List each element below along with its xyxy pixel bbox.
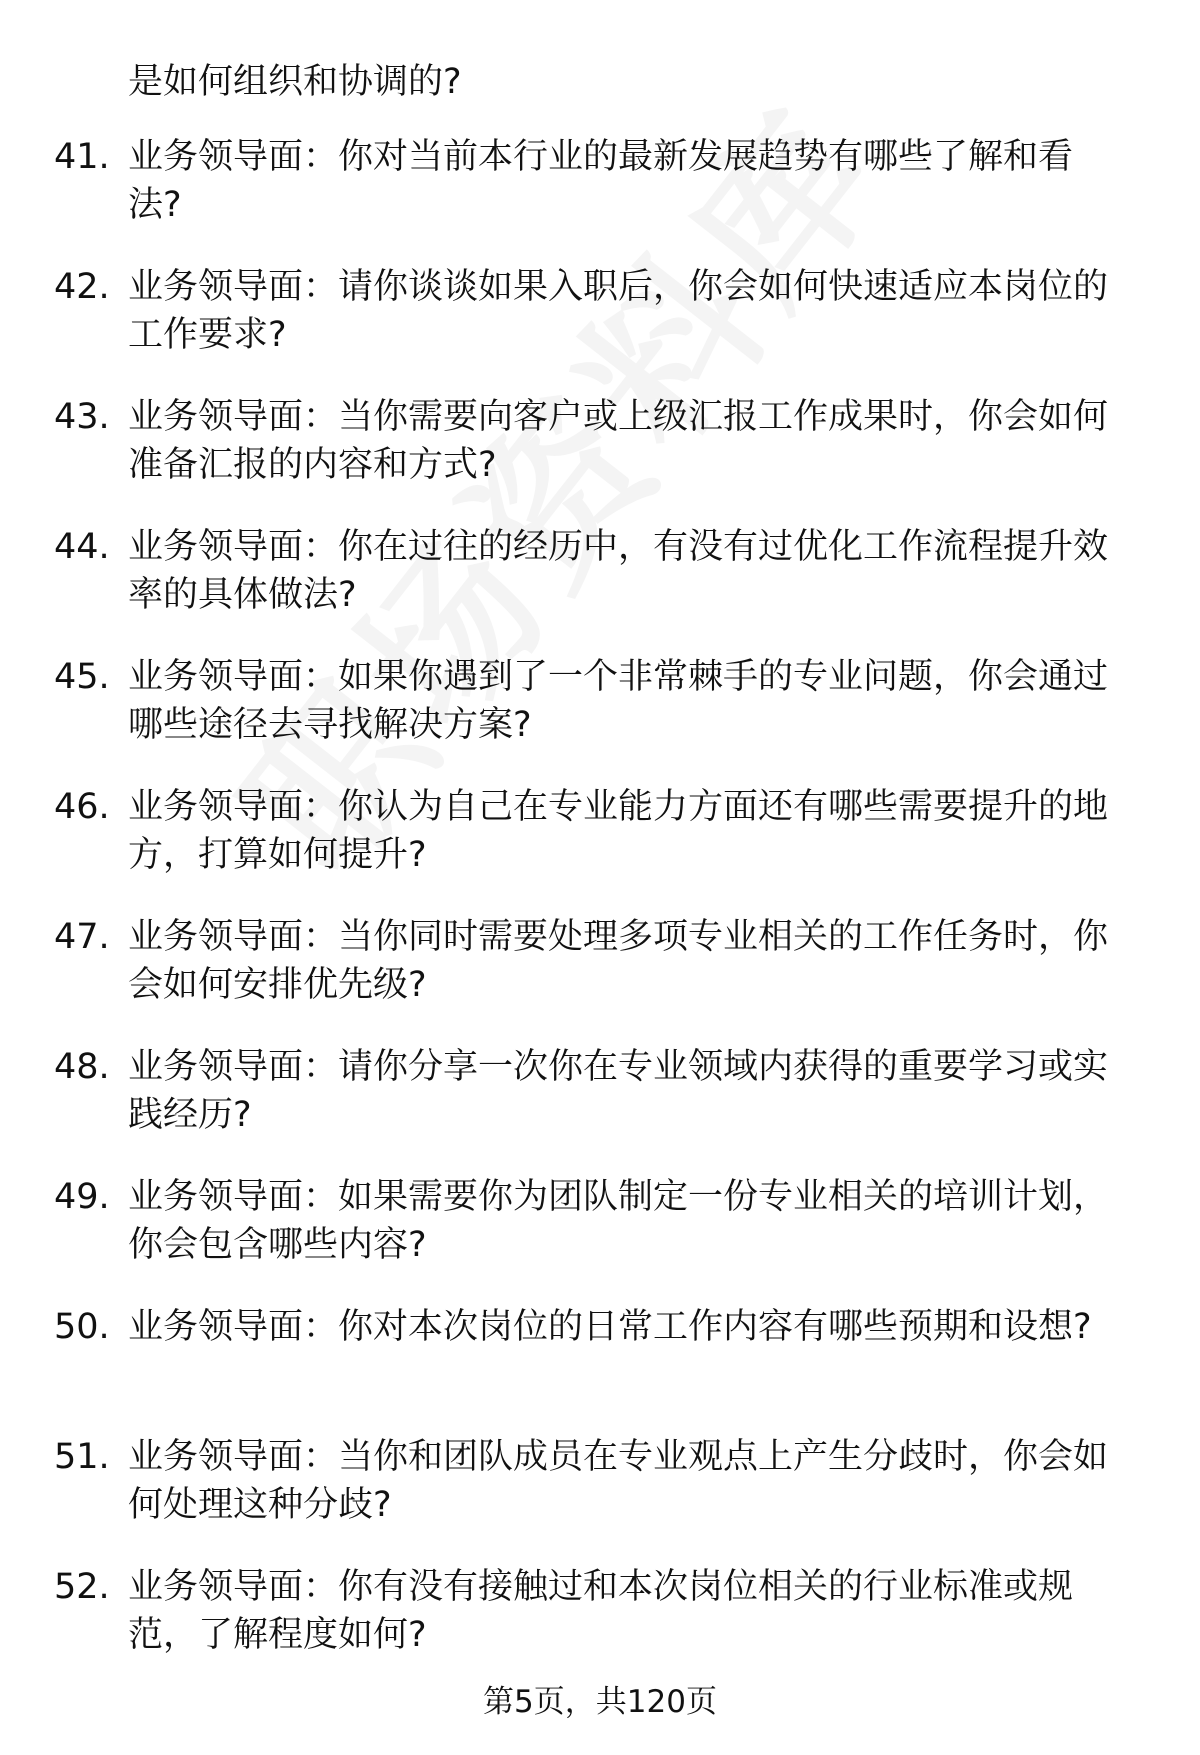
question-item <box>0 523 1200 653</box>
question-text-line: 业务领导面：你认为自己在专业能力方面还有哪些需要提升的地 <box>128 787 1109 827</box>
question-text-line: 业务领导面：当你同时需要处理多项专业相关的工作任务时，你 <box>128 917 1109 957</box>
question-text <box>128 653 1138 749</box>
question-number: 46. <box>54 787 110 827</box>
question-text-line: 准备汇报的内容和方式? <box>128 445 497 485</box>
question-text <box>128 1433 1138 1529</box>
question-text-line: 业务领导面：当你需要向客户或上级汇报工作成果时，你会如何 <box>128 397 1109 437</box>
question-item <box>0 1173 1200 1303</box>
question-number: 41. <box>54 137 110 177</box>
question-text-line: 范，了解程度如何? <box>128 1615 427 1655</box>
question-text-line: 业务领导面：请你分享一次你在专业领域内获得的重要学习或实 <box>128 1047 1109 1087</box>
question-number: 45. <box>54 657 110 697</box>
question-number: 47. <box>54 917 110 957</box>
question-item <box>0 1563 1200 1693</box>
question-text-line: 方，打算如何提升? <box>128 835 427 875</box>
question-text-line: 业务领导面：你在过往的经历中，有没有过优化工作流程提升效 <box>128 527 1109 567</box>
question-item <box>0 913 1200 1043</box>
question-list <box>0 133 1200 1693</box>
question-item <box>0 783 1200 913</box>
question-text <box>128 1043 1138 1139</box>
question-text <box>128 133 1138 229</box>
question-text <box>128 263 1138 359</box>
question-item <box>0 1043 1200 1173</box>
question-text <box>128 393 1138 489</box>
question-text-line: 工作要求? <box>128 315 287 355</box>
question-text <box>128 913 1138 1009</box>
question-number: 44. <box>54 527 110 567</box>
question-text <box>128 523 1138 619</box>
question-item <box>0 1433 1200 1563</box>
question-text-line: 业务领导面：你有没有接触过和本次岗位相关的行业标准或规 <box>128 1567 1074 1607</box>
question-text-line: 业务领导面：如果需要你为团队制定一份专业相关的培训计划， <box>128 1177 1109 1217</box>
question-text <box>128 783 1138 879</box>
question-text-line: 业务领导面：请你谈谈如果入职后，你会如何快速适应本岗位的 <box>128 267 1109 307</box>
question-text <box>128 1173 1138 1269</box>
question-item <box>0 393 1200 523</box>
question-number: 49. <box>54 1177 110 1217</box>
question-item <box>0 263 1200 393</box>
question-number: 51. <box>54 1437 110 1477</box>
question-text-line: 业务领导面：如果你遇到了一个非常棘手的专业问题，你会通过 <box>128 657 1109 697</box>
question-text-line: 业务领导面：当你和团队成员在专业观点上产生分歧时，你会如 <box>128 1437 1109 1477</box>
question-text-line: 何处理这种分歧? <box>128 1485 392 1525</box>
question-number: 48. <box>54 1047 110 1087</box>
question-number: 50. <box>54 1307 110 1347</box>
page-footer: 第5页，共120页 <box>483 1684 717 1720</box>
question-text-line: 法? <box>128 185 182 225</box>
question-text-line: 率的具体做法? <box>128 575 357 615</box>
continued-question-text: 是如何组织和协调的? <box>128 62 462 102</box>
question-text <box>128 1303 1138 1351</box>
question-text-line: 践经历? <box>128 1095 252 1135</box>
question-text <box>128 1563 1138 1659</box>
question-text-line: 会如何安排优先级? <box>128 965 427 1005</box>
question-number: 52. <box>54 1567 110 1607</box>
question-text-line: 业务领导面：你对本次岗位的日常工作内容有哪些预期和设想? <box>128 1307 1092 1347</box>
question-text-line: 业务领导面：你对当前本行业的最新发展趋势有哪些了解和看 <box>128 137 1074 177</box>
question-text-line: 哪些途径去寻找解决方案? <box>128 705 532 745</box>
question-item <box>0 1303 1200 1433</box>
question-item <box>0 653 1200 783</box>
question-text-line: 你会包含哪些内容? <box>128 1225 427 1265</box>
question-number: 43. <box>54 397 110 437</box>
question-item <box>0 133 1200 263</box>
question-number: 42. <box>54 267 110 307</box>
